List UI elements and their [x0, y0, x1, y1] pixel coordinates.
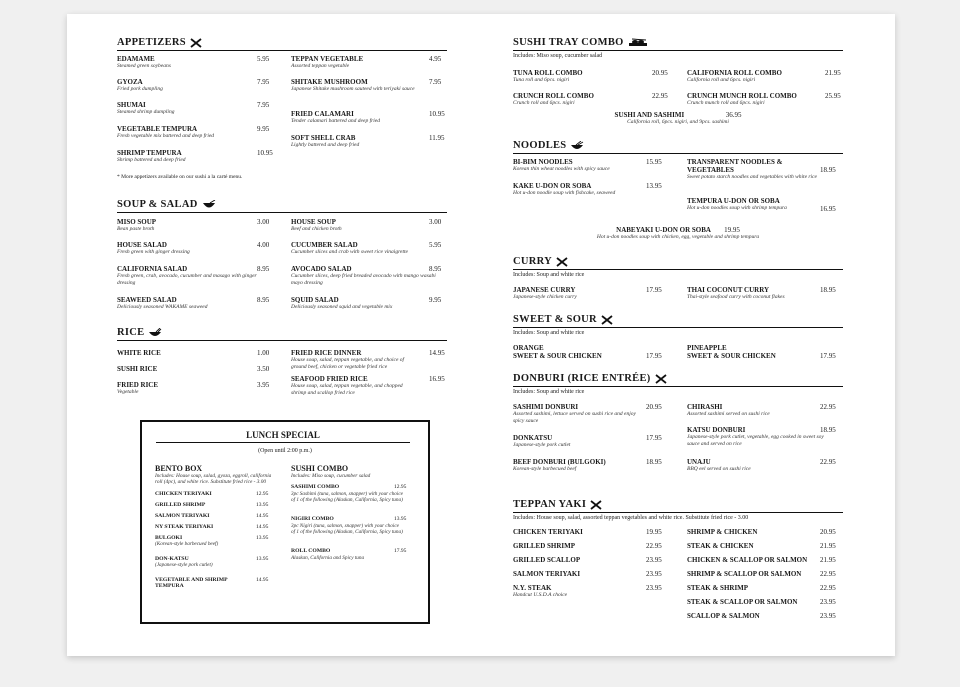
menu-item: [291, 349, 451, 370]
menu-item: [687, 528, 847, 536]
item-price: 23.95: [820, 598, 836, 606]
item-name: STEAK & CHICKEN: [687, 542, 754, 550]
menu-item: [291, 516, 415, 535]
menu-item: [291, 78, 451, 93]
item-desc: Crunch roll and 6pcs. nigiri: [513, 100, 575, 106]
menu-item: [117, 78, 277, 93]
menu-item: [117, 365, 277, 373]
noodles-section: [513, 139, 843, 154]
item-price: 18.95: [820, 286, 836, 294]
item-name: CALIFORNIA ROLL COMBO: [687, 69, 782, 77]
menu-item: [513, 570, 673, 578]
item-price: 8.95: [257, 265, 270, 273]
item-desc: (Japanese-style pork cutlet): [155, 562, 213, 569]
donburi-includes: Includes: Soup and white rice: [513, 389, 585, 395]
item-price: 19.95: [646, 528, 662, 536]
item-name: TEPPAN VEGETABLE: [291, 55, 364, 63]
section-title: SWEET & SOUR: [513, 313, 843, 328]
item-desc: Hot u-don noodles soup with chicken, egg, vegetable and shrimp tempura: [596, 234, 760, 240]
item-price: 3.00: [429, 218, 442, 226]
item-price: 21.95: [820, 556, 836, 564]
section-title: DONBURI (RICE ENTRÉE): [513, 372, 843, 387]
item-desc: Vegetable: [117, 389, 139, 395]
item-name-line2: SWEET & SOUR CHICKEN: [687, 352, 776, 360]
teppan-section: [513, 498, 843, 521]
appetizers-section: [117, 36, 447, 51]
menu-item: [291, 265, 451, 286]
menu-item: [291, 296, 451, 311]
item-price: 14.95: [429, 349, 445, 357]
item-name: SHUMAI: [117, 101, 146, 109]
item-desc: Japanese-style pork cutlet: [513, 442, 571, 448]
fork-knife-icon: [556, 257, 569, 267]
section-title: SUSHI TRAY COMBO: [513, 36, 843, 51]
menu-item: [155, 491, 275, 498]
bowl-icon: [202, 200, 215, 210]
menu-item: [155, 535, 275, 548]
curry-includes: Includes: Soup and white rice: [513, 272, 585, 278]
bento-box-column: [155, 464, 275, 590]
item-desc: California roll, 6pcs. nigiri, and 9pcs. sashimi: [627, 119, 729, 125]
menu-item: [117, 218, 277, 233]
menu-item: [513, 584, 673, 599]
item-price: 8.95: [429, 265, 442, 273]
item-name: GRILLED SCALLOP: [513, 556, 581, 564]
item-desc: Cucumber slices and crab with sweet rice vinaigrette: [291, 249, 408, 255]
item-price: 13.95: [394, 516, 407, 523]
item-name: SEAWEED SALAD: [117, 296, 177, 304]
menu-item: [513, 542, 673, 550]
item-name: SHRIMP TEMPURA: [117, 149, 182, 157]
item-desc: Korean-style barbecued beef: [513, 466, 577, 472]
item-price: 18.95: [820, 426, 836, 434]
item-name: JAPANESE CURRY: [513, 286, 576, 294]
item-price: 9.95: [257, 125, 270, 133]
item-price: 22.95: [820, 570, 836, 578]
item-name: N.Y. STEAK: [513, 584, 552, 592]
item-name: CALIFORNIA SALAD: [117, 265, 188, 273]
item-price: 9.95: [429, 296, 442, 304]
item-name: CHICKEN & SCALLOP OR SALMON: [687, 556, 808, 564]
item-name: BULGOKI: [155, 534, 183, 541]
menu-item: [687, 69, 847, 84]
menu-item: [117, 101, 277, 116]
lunch-special-box: [140, 420, 430, 624]
item-name: SOFT SHELL CRAB: [291, 134, 356, 142]
item-name: FRIED RICE DINNER: [291, 349, 362, 357]
item-price: 17.95: [394, 548, 407, 555]
item-name: AVOCADO SALAD: [291, 265, 352, 273]
item-desc: Assorted sashimi served on sushi rice: [687, 411, 770, 417]
menu-item: [687, 344, 847, 360]
item-name: NABEYAKI U-DON OR SOBA: [616, 226, 711, 234]
menu-item: [513, 92, 683, 107]
item-name: TUNA ROLL COMBO: [513, 69, 583, 77]
item-desc: Steamed green soybeans: [117, 63, 171, 69]
item-name: FRIED CALAMARI: [291, 110, 354, 118]
item-price: 18.95: [820, 166, 836, 174]
item-desc: BBQ eel served on sushi rice: [687, 466, 751, 472]
menu-item: [117, 265, 277, 286]
sushi-sashimi-item: [513, 111, 843, 126]
item-desc: 3pc Nigiri (tuna, salmon, snapper) with your choice of 1 of the following (Alaskan, California, Spicy tuna): [291, 523, 403, 536]
menu-item: [117, 55, 277, 70]
menu-item: [513, 344, 673, 360]
menu-item: [155, 556, 275, 569]
item-desc: Thai-style seafood curry with coconut flakes: [687, 294, 785, 300]
appetizers-note: * More appetizers available on our sushi a la carté menu.: [117, 174, 243, 180]
sweet-sour-includes: Includes: Soup and white rice: [513, 330, 585, 336]
bento-includes: Includes: House soup, salad, gyoza, eggroll, california roll (4pc), and white rice. Substitute fried rice - 3.00: [155, 473, 272, 486]
item-name: HOUSE SALAD: [117, 241, 167, 249]
item-name: SCALLOP & SALMON: [687, 612, 760, 620]
item-desc: Fried pork dumpling: [117, 86, 163, 92]
item-price: 20.95: [820, 528, 836, 536]
item-desc: Cucumber slices, deep fried breaded avocado with mango wasabi mayo dressing: [291, 273, 436, 286]
menu-item: [687, 612, 847, 620]
item-name: PINEAPPLE: [687, 344, 727, 352]
item-desc: Japanese-style chicken curry: [513, 294, 577, 300]
item-name: VEGETABLE AND SHRIMP TEMPURA: [155, 576, 228, 590]
item-desc: Crunch munch roll and 6pcs. nigiri: [687, 100, 765, 106]
menu-item: [513, 434, 673, 449]
item-desc: Bean paste broth: [117, 226, 155, 232]
item-name: VEGETABLE TEMPURA: [117, 125, 198, 133]
rice-section: [117, 326, 447, 341]
item-price: 21.95: [825, 69, 841, 77]
sushi-combo-title: SUSHI COMBO: [291, 464, 349, 473]
item-desc: California roll and 6pcs. nigiri: [687, 77, 756, 83]
item-price: 23.95: [646, 584, 662, 592]
fork-knife-icon: [601, 315, 614, 325]
item-name: CRUNCH ROLL COMBO: [513, 92, 594, 100]
menu-item: [513, 69, 683, 84]
item-price: 25.95: [825, 92, 841, 100]
item-desc: Steamed shrimp dumpling: [117, 109, 175, 115]
noodle-bowl-icon: [570, 141, 583, 151]
item-price: 16.95: [820, 205, 836, 213]
item-price: 13.95: [256, 534, 269, 541]
item-desc: Tuna roll and 6pcs. nigiri: [513, 77, 570, 83]
item-desc: Shrimp battered and deep fried: [117, 157, 186, 163]
item-desc: Fresh vegetable mix battered and deep fried: [117, 133, 215, 139]
fork-knife-icon: [655, 374, 668, 384]
item-price: 16.95: [429, 375, 445, 383]
section-title: NOODLES: [513, 139, 843, 154]
item-price: 10.95: [429, 110, 445, 118]
sweet-sour-section: [513, 313, 843, 336]
item-price: 22.95: [646, 542, 662, 550]
sushi-combo-includes: Includes: Miso soup, cucumber salad: [291, 473, 371, 479]
item-desc: House soup, salad, teppan vegetable, and chopped shrimp and scallop fried rice: [291, 383, 403, 396]
item-name: SASHIMI COMBO: [291, 484, 340, 491]
item-name: SALMON TERIYAKI: [513, 570, 581, 578]
item-name: SUSHI AND SASHIMI: [614, 111, 685, 119]
item-desc: Assorted teppan vegetable: [291, 63, 350, 69]
item-desc: Lightly battered and deep fried: [291, 142, 360, 148]
item-name: SHRIMP & SCALLOP OR SALMON: [687, 570, 802, 578]
item-price: 3.50: [257, 365, 270, 373]
item-price: 13.95: [646, 182, 662, 190]
item-name: DON-KATSU: [155, 555, 189, 562]
chopsticks-icon: [190, 38, 203, 48]
item-name: THAI COCONUT CURRY: [687, 286, 770, 294]
menu-item: [117, 381, 277, 396]
sushi-tray-includes: Includes: Miso soup, cucumber salad: [513, 53, 603, 59]
item-price: 19.95: [724, 226, 740, 234]
menu-item: [687, 542, 847, 550]
nabeyaki-item: [513, 226, 843, 241]
item-price: 12.95: [256, 490, 269, 497]
menu-item: [687, 584, 847, 592]
item-price: 22.95: [820, 403, 836, 411]
menu-item: [291, 241, 451, 256]
menu-item: [291, 55, 451, 70]
item-price: 12.95: [394, 484, 407, 491]
item-price: 10.95: [257, 149, 273, 157]
menu-item: [687, 286, 847, 301]
item-name: STEAK & SCALLOP OR SALMON: [687, 598, 798, 606]
menu-item: [687, 158, 847, 181]
item-name: HOUSE SOUP: [291, 218, 336, 226]
sushi-tray-section: [513, 36, 843, 59]
item-name: SASHIMI DONBURI: [513, 403, 579, 411]
item-price: 17.95: [820, 352, 836, 360]
menu-item: [513, 403, 673, 424]
item-price: 4.95: [429, 55, 442, 63]
item-name: EDAMAME: [117, 55, 155, 63]
item-desc: Alaskan, California and Spicy tuna: [291, 555, 365, 561]
item-desc: Japanese-style pork cutlet, vegetable, egg cooked in sweet soy sauce and served on rice: [687, 434, 824, 447]
item-name: KATSU DONBURI: [687, 426, 746, 434]
menu-item: [687, 598, 847, 606]
item-price: 15.95: [646, 158, 662, 166]
item-price: 5.95: [257, 55, 270, 63]
item-name: DONKATSU: [513, 434, 553, 442]
menu-item: [291, 375, 451, 396]
item-desc: Japanese Shitake mushroom sauteed with teriyaki sauce: [291, 86, 415, 92]
item-name: CRUNCH MUNCH ROLL COMBO: [687, 92, 797, 100]
item-name: TRANSPARENT NOODLES & VEGETABLES: [687, 158, 783, 174]
item-desc: Beef and chicken broth: [291, 226, 342, 232]
item-desc: Korean thin wheat noodles with spicy sauce: [513, 166, 610, 172]
item-price: 36.95: [725, 111, 742, 119]
item-price: 20.95: [646, 403, 662, 411]
lunch-hours: (Open until 2:00 p.m.): [258, 448, 312, 454]
item-price: 11.95: [429, 134, 445, 142]
item-desc: Hot u-don noodles soup with shrimp tempura: [687, 205, 787, 211]
menu-item: [155, 502, 275, 509]
fork-knife-icon: [590, 500, 603, 510]
menu-item: [291, 548, 415, 561]
menu-item: [687, 92, 847, 107]
section-title: APPETIZERS: [117, 36, 447, 51]
menu-item: [155, 524, 275, 531]
item-desc: Handcut U.S.D.A choice: [513, 592, 568, 598]
menu-item: [291, 484, 415, 503]
lunch-special-title: LUNCH SPECIAL: [156, 430, 410, 443]
item-price: 1.00: [257, 349, 270, 357]
item-desc: Tender calamari battered and deep fried: [291, 118, 380, 124]
item-name: CHIRASHI: [687, 403, 723, 411]
menu-item: [513, 528, 673, 536]
item-name: SHRIMP & CHICKEN: [687, 528, 758, 536]
menu-item: [291, 110, 451, 125]
item-name: SEAFOOD FRIED RICE: [291, 375, 368, 383]
item-price: 17.95: [646, 352, 662, 360]
item-name: BEEF DONBURI (BULGOKI): [513, 458, 606, 466]
item-price: 23.95: [646, 570, 662, 578]
item-name: CHICKEN TERIYAKI: [155, 490, 212, 497]
bento-title: BENTO BOX: [155, 464, 203, 473]
teppan-includes: Includes: House soup, salad, assorted teppan vegetables and white rice. Substitute fried rice - 3.00: [513, 515, 749, 521]
item-name: CHICKEN TERIYAKI: [513, 528, 583, 536]
soup-salad-section: [117, 198, 447, 213]
item-desc: House soup, salad, teppan vegetable, and choice of ground beef, chicken or vegetable fried rice: [291, 357, 405, 370]
item-name: UNAJU: [687, 458, 711, 466]
menu-item: [291, 218, 451, 233]
menu-item: [155, 513, 275, 520]
rice-bowl-icon: [148, 328, 161, 338]
section-title: CURRY: [513, 255, 843, 270]
item-name-line2: SWEET & SOUR CHICKEN: [513, 352, 602, 360]
item-name: SQUID SALAD: [291, 296, 339, 304]
item-name: KAKE U-DON OR SOBA: [513, 182, 592, 190]
item-name: GRILLED SHRIMP: [513, 542, 576, 550]
item-price: 22.95: [652, 92, 668, 100]
menu-item: [687, 403, 847, 418]
item-price: 3.95: [257, 381, 270, 389]
item-name: STEAK & SHRIMP: [687, 584, 749, 592]
item-price: 14.95: [256, 576, 269, 583]
curry-section: [513, 255, 843, 278]
item-price: 21.95: [820, 542, 836, 550]
item-name: NIGIRI COMBO: [291, 516, 334, 523]
item-price: 22.95: [820, 584, 836, 592]
menu-item: [117, 349, 277, 357]
menu-item: [117, 296, 277, 311]
item-price: 7.95: [257, 101, 270, 109]
item-price: 7.95: [429, 78, 442, 86]
item-price: 14.95: [256, 523, 269, 530]
item-price: 18.95: [646, 458, 662, 466]
menu-item: [687, 570, 847, 578]
item-price: 23.95: [820, 612, 836, 620]
item-name: GYOZA: [117, 78, 143, 86]
item-name: NY STEAK TERIYAKI: [155, 523, 214, 530]
item-desc: Sweet potato starch noodles and vegetables with white rice: [687, 174, 817, 180]
sushi-tray-icon: [628, 38, 648, 48]
menu-item: [513, 286, 673, 301]
item-price: 4.00: [257, 241, 270, 249]
menu-item: [687, 197, 847, 212]
item-price: 17.95: [646, 434, 662, 442]
item-name: SUSHI RICE: [117, 365, 158, 373]
menu-item: [291, 134, 451, 149]
menu-item: [155, 577, 275, 590]
menu-item: [513, 182, 673, 197]
item-name: BI-BIM NOODLES: [513, 158, 573, 166]
menu-item: [117, 241, 277, 256]
menu-item: [513, 556, 673, 564]
item-name: ROLL COMBO: [291, 548, 331, 555]
menu-item: [687, 458, 847, 473]
item-price: 13.95: [256, 501, 269, 508]
menu-item: [687, 426, 847, 447]
item-price: 7.95: [257, 78, 270, 86]
item-name: GRILLED SHRIMP: [155, 501, 206, 508]
item-name: TEMPURA U-DON OR SOBA: [687, 197, 780, 205]
menu-item: [117, 149, 277, 164]
item-name: MISO SOUP: [117, 218, 157, 226]
item-desc: Deliciously seasoned WAKAME seaweed: [117, 304, 208, 310]
sushi-combo-column: [291, 464, 415, 561]
item-name: SALMON TERIYAKI: [155, 512, 210, 519]
item-price: 5.95: [429, 241, 442, 249]
item-price: 20.95: [652, 69, 668, 77]
menu-page: [67, 14, 895, 656]
section-title: SOUP & SALAD: [117, 198, 447, 213]
item-desc: Deliciously seasoned squid and vegetable mix: [291, 304, 393, 310]
item-name: WHITE RICE: [117, 349, 161, 357]
item-name: FRIED RICE: [117, 381, 159, 389]
item-price: 3.00: [257, 218, 270, 226]
item-desc: (Korean-style barbecued beef): [155, 541, 219, 548]
item-name: SHITAKE MUSHROOM: [291, 78, 368, 86]
item-price: 8.95: [257, 296, 270, 304]
item-desc: Fresh green with ginger dressing: [117, 249, 190, 255]
menu-item: [117, 125, 277, 140]
donburi-section: [513, 372, 843, 395]
item-desc: Fresh green, crab, avocado, cucumber and masago with ginger dressing: [117, 273, 257, 286]
section-title: RICE: [117, 326, 447, 341]
menu-item: [513, 458, 673, 473]
item-desc: 3pc Sashimi (tuna, salmon, snapper) with your choice of 1 of the following (Alaskan, California, Spicy tuna): [291, 491, 403, 504]
section-title: TEPPAN YAKI: [513, 498, 843, 513]
menu-item: [513, 158, 673, 173]
menu-item: [687, 556, 847, 564]
item-desc: Assorted sashimi, lettuce served on sushi rice and enjoy spicy sauce: [513, 411, 636, 424]
item-name: ORANGE: [513, 344, 544, 352]
item-price: 17.95: [646, 286, 662, 294]
item-name: CUCUMBER SALAD: [291, 241, 358, 249]
item-price: 14.95: [256, 512, 269, 519]
item-price: 13.95: [256, 555, 269, 562]
item-price: 23.95: [646, 556, 662, 564]
item-desc: Hot u-don noodle soup with fishcake, seaweed: [513, 190, 616, 196]
item-price: 22.95: [820, 458, 836, 466]
